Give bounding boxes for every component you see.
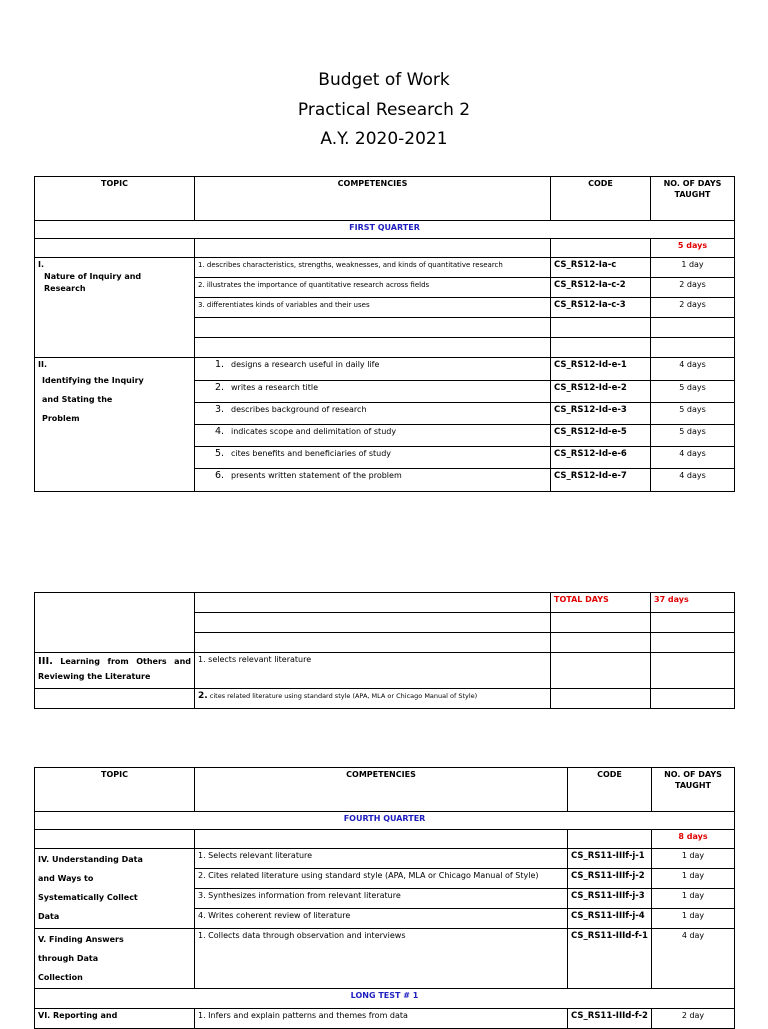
competency: 2. illustrates the importance of quantitative research across fields [195,278,551,298]
topic-cell [35,358,195,492]
topic-line: through Data [38,954,99,963]
competency: 5. cites benefits and beneficiaries of study [195,447,551,469]
code: CS_RS12-Ia-c-3 [551,298,651,318]
total-days-value: 37 days [651,593,735,613]
competency: 1. describes characteristics, strengths, weaknesses, and kinds of quantitative research [195,258,551,278]
code: CS_RS11-IIIf-j-4 [568,909,652,929]
competency: 4. Writes coherent review of literature [195,909,568,929]
competency: 1. Infers and explain patterns and themes from data [195,1009,568,1029]
topic-line: Data [38,912,60,921]
competency: 1. Selects relevant literature [195,849,568,869]
days: 5 days [651,381,735,403]
days: 1 day [652,889,735,909]
topic-line: VI. Reporting and [38,1011,118,1020]
doc-subtitle: Practical Research 2 [297,100,471,120]
topic-line: and Ways to [38,874,94,883]
days: 2 days [651,298,735,318]
days: 4 days [651,469,735,492]
col-header-code: CODE [551,177,651,221]
days: 1 day [652,869,735,889]
col-header-days: NO. OF DAYS TAUGHT [651,177,735,221]
competency: 2. cites related literature using standard style (APA, MLA or Chicago Manual of Style) [195,689,551,709]
col-header-days: NO. OF DAYS TAUGHT [652,768,735,812]
days: 2 days [651,278,735,298]
table-first-quarter [34,176,735,492]
code: CS_RS11-IIIf-j-3 [568,889,652,909]
topic-line: Collection [38,973,83,982]
topic-line: V. Finding Answers [38,935,124,944]
topic-cell [35,258,195,358]
days: 1 day [652,909,735,929]
col-header-competencies: COMPETENCIES [195,177,551,221]
col-header-competencies: COMPETENCIES [195,768,568,812]
code: CS_RS12-Ia-c-2 [551,278,651,298]
col-header-code: CODE [568,768,652,812]
days: 5 days [651,425,735,447]
long-test-label: LONG TEST # 1 [35,989,735,1009]
competency: 3. differentiates kinds of variables and their uses [195,298,551,318]
days: 5 days [651,403,735,425]
quarter-days: 8 days [652,830,735,849]
competency: 1. selects relevant literature [195,653,551,689]
days: 4 days [651,447,735,469]
topic-cell [35,1009,195,1029]
days: 2 day [652,1009,735,1029]
code: CS_RS12-Id-e-2 [551,381,651,403]
competency: 4. indicates scope and delimitation of study [195,425,551,447]
academic-year: A.Y. 2020-2021 [320,129,448,149]
competency: 3. Synthesizes information from relevant literature [195,889,568,909]
quarter-days: 5 days [651,239,735,258]
days: 4 days [651,358,735,381]
topic-line: IV. Understanding Data [38,855,143,864]
topic-line: Systematically Collect [38,893,138,902]
quarter-label: FOURTH QUARTER [35,812,735,830]
days: 1 day [651,258,735,278]
code: CS_RS12-Id-e-5 [551,425,651,447]
topic-name: Nature of Inquiry and Research [44,272,142,293]
topic-line: and Stating the [42,395,113,404]
code: CS_RS12-Id-e-3 [551,403,651,425]
topic-number: I. [38,260,45,269]
code: CS_RS11-IIId-f-1 [568,929,652,989]
competency: 2. writes a research title [195,381,551,403]
days: 1 day [652,849,735,869]
code: CS_RS12-Ia-c [551,258,651,278]
competency: 2. Cites related literature using standard style (APA, MLA or Chicago Manual of Style) [195,869,568,889]
competency: 3. describes background of research [195,403,551,425]
table-fourth-quarter [34,767,735,1029]
col-header-topic: TOPIC [35,177,195,221]
total-days-label: TOTAL DAYS [551,593,651,613]
table-total-days [34,592,735,709]
topic-line: Identifying the Inquiry [42,376,144,385]
code: CS_RS12-Id-e-6 [551,447,651,469]
code: CS_RS11-IIIf-j-1 [568,849,652,869]
code: CS_RS11-IIId-f-2 [568,1009,652,1029]
topic-line: Problem [42,414,80,423]
competency: 1. designs a research useful in daily life [195,358,551,381]
code: CS_RS12-Id-e-7 [551,469,651,492]
topic-cell [35,929,195,989]
days: 4 day [652,929,735,989]
topic-cell [35,849,195,929]
topic-cell: III. Learning from Others and Reviewing the Literature [35,653,195,689]
competency: 1. Collects data through observation and interviews [195,929,568,989]
code: CS_RS11-IIIf-j-2 [568,869,652,889]
quarter-label: FIRST QUARTER [35,221,735,239]
competency: 6. presents written statement of the problem [195,469,551,492]
code: CS_RS12-Id-e-1 [551,358,651,381]
col-header-topic: TOPIC [35,768,195,812]
topic-number: II. [38,360,47,369]
doc-title: Budget of Work [318,70,450,90]
